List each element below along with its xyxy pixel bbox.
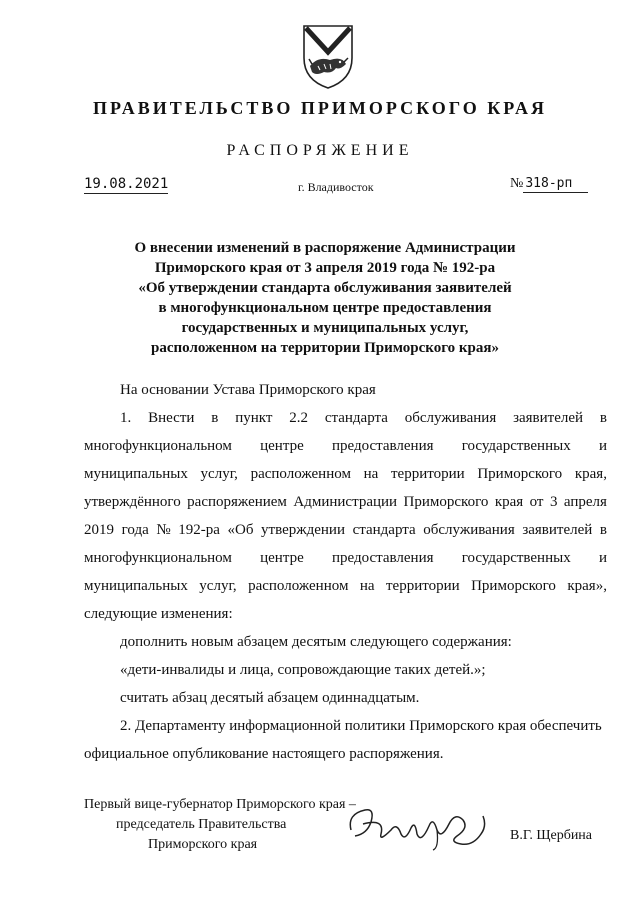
word: Администрации bbox=[293, 494, 398, 510]
word: государственных bbox=[461, 550, 571, 566]
word: края, bbox=[574, 466, 607, 482]
word: многофункциональном bbox=[84, 438, 232, 454]
word: расположенном bbox=[248, 578, 349, 594]
word: стандарта bbox=[324, 410, 388, 426]
signer-position: Приморского края bbox=[148, 837, 258, 852]
title-line: расположенном на территории Приморского края» bbox=[151, 340, 499, 356]
word: на bbox=[363, 466, 379, 482]
word: и bbox=[598, 550, 607, 566]
word: и bbox=[598, 438, 607, 454]
title-line: Приморского края от 3 апреля 2019 года № 192-ра bbox=[154, 260, 496, 276]
word: Приморского bbox=[471, 578, 556, 594]
word: заявителей bbox=[522, 522, 593, 538]
item1-line bbox=[84, 578, 607, 595]
document-number bbox=[510, 176, 588, 192]
item1-line bbox=[84, 438, 607, 455]
word: распоряжением bbox=[187, 494, 287, 510]
word: услуг, bbox=[199, 578, 237, 594]
word: расположенном bbox=[250, 466, 351, 482]
title-line: О внесении изменений в распоряжение Администрации bbox=[134, 240, 516, 256]
word: услуг, bbox=[200, 466, 238, 482]
word: 3 bbox=[549, 494, 558, 510]
word: предоставления bbox=[331, 550, 434, 566]
item1-line bbox=[84, 494, 607, 511]
item2-line: 2. Департаменту информационной политики Приморского края обеспечить bbox=[120, 718, 602, 734]
item1-line bbox=[84, 466, 607, 483]
word: стандарта bbox=[352, 522, 416, 538]
signer-position: председатель Правительства bbox=[116, 817, 287, 832]
item1-line: следующие изменения: bbox=[84, 606, 233, 622]
word: в bbox=[599, 522, 607, 538]
word: «Об bbox=[227, 522, 254, 538]
word: № bbox=[156, 522, 171, 538]
word: территории bbox=[386, 578, 460, 594]
word: края», bbox=[567, 578, 607, 594]
organization-name: ПРАВИТЕЛЬСТВО ПРИМОРСКОГО КРАЯ bbox=[93, 98, 547, 118]
signer-name: В.Г. Щербина bbox=[510, 828, 593, 843]
basis-paragraph: На основании Устава Приморского края bbox=[120, 382, 376, 398]
word: утверждении bbox=[261, 522, 345, 538]
word: от bbox=[529, 494, 544, 510]
word: территории bbox=[391, 466, 465, 482]
word: в bbox=[599, 410, 607, 426]
item1-line bbox=[84, 550, 607, 567]
handwritten-signature-icon bbox=[345, 800, 495, 852]
word: государственных bbox=[461, 438, 571, 454]
word: на bbox=[359, 578, 375, 594]
document-date: 19.08.2021 bbox=[84, 176, 169, 192]
word: обслуживания bbox=[404, 410, 497, 426]
word: центре bbox=[260, 438, 304, 454]
item2-line: официальное опубликование настоящего распоряжения. bbox=[84, 746, 444, 762]
word: 1. bbox=[120, 410, 132, 426]
item1-line bbox=[120, 410, 607, 427]
document-title bbox=[90, 238, 560, 358]
word: края bbox=[494, 494, 524, 510]
item1-line bbox=[84, 522, 607, 539]
word: многофункциональном bbox=[84, 550, 232, 566]
word: предоставления bbox=[331, 438, 434, 454]
word: Внести bbox=[148, 410, 195, 426]
word: утверждённого bbox=[84, 494, 181, 510]
word: обслуживания bbox=[423, 522, 515, 538]
word: Приморского bbox=[403, 494, 489, 510]
number-value: 318-рп bbox=[523, 176, 588, 193]
number-prefix: № bbox=[510, 176, 524, 191]
document-type: РАСПОРЯЖЕНИЕ bbox=[226, 142, 414, 159]
title-line: государственных и муниципальных услуг, bbox=[181, 320, 469, 336]
change-line: считать абзац десятый абзацем одиннадцатым. bbox=[120, 690, 420, 706]
signer-position: Первый вице-губернатор Приморского края – bbox=[84, 797, 356, 812]
coat-of-arms-icon bbox=[300, 22, 356, 90]
word: 192-ра bbox=[178, 522, 220, 538]
document-city: г. Владивосток bbox=[298, 180, 374, 194]
title-line: в многофункциональном центре предоставления bbox=[158, 300, 492, 316]
word: пункт bbox=[235, 410, 273, 426]
word: заявителей bbox=[513, 410, 584, 426]
change-line: дополнить новым абзацем десятым следующего содержания: bbox=[120, 634, 512, 650]
word: года bbox=[121, 522, 149, 538]
word: 2019 bbox=[84, 522, 114, 538]
word: муниципальных bbox=[84, 578, 188, 594]
change-line: «дети-инвалиды и лица, сопровождающие таких детей.»; bbox=[120, 662, 486, 678]
word: Приморского bbox=[477, 466, 563, 482]
word: муниципальных bbox=[84, 466, 188, 482]
word: центре bbox=[260, 550, 304, 566]
word: в bbox=[211, 410, 219, 426]
word: апреля bbox=[563, 494, 607, 510]
word: 2.2 bbox=[289, 410, 308, 426]
title-line: «Об утверждении стандарта обслуживания заявителей bbox=[138, 280, 512, 296]
